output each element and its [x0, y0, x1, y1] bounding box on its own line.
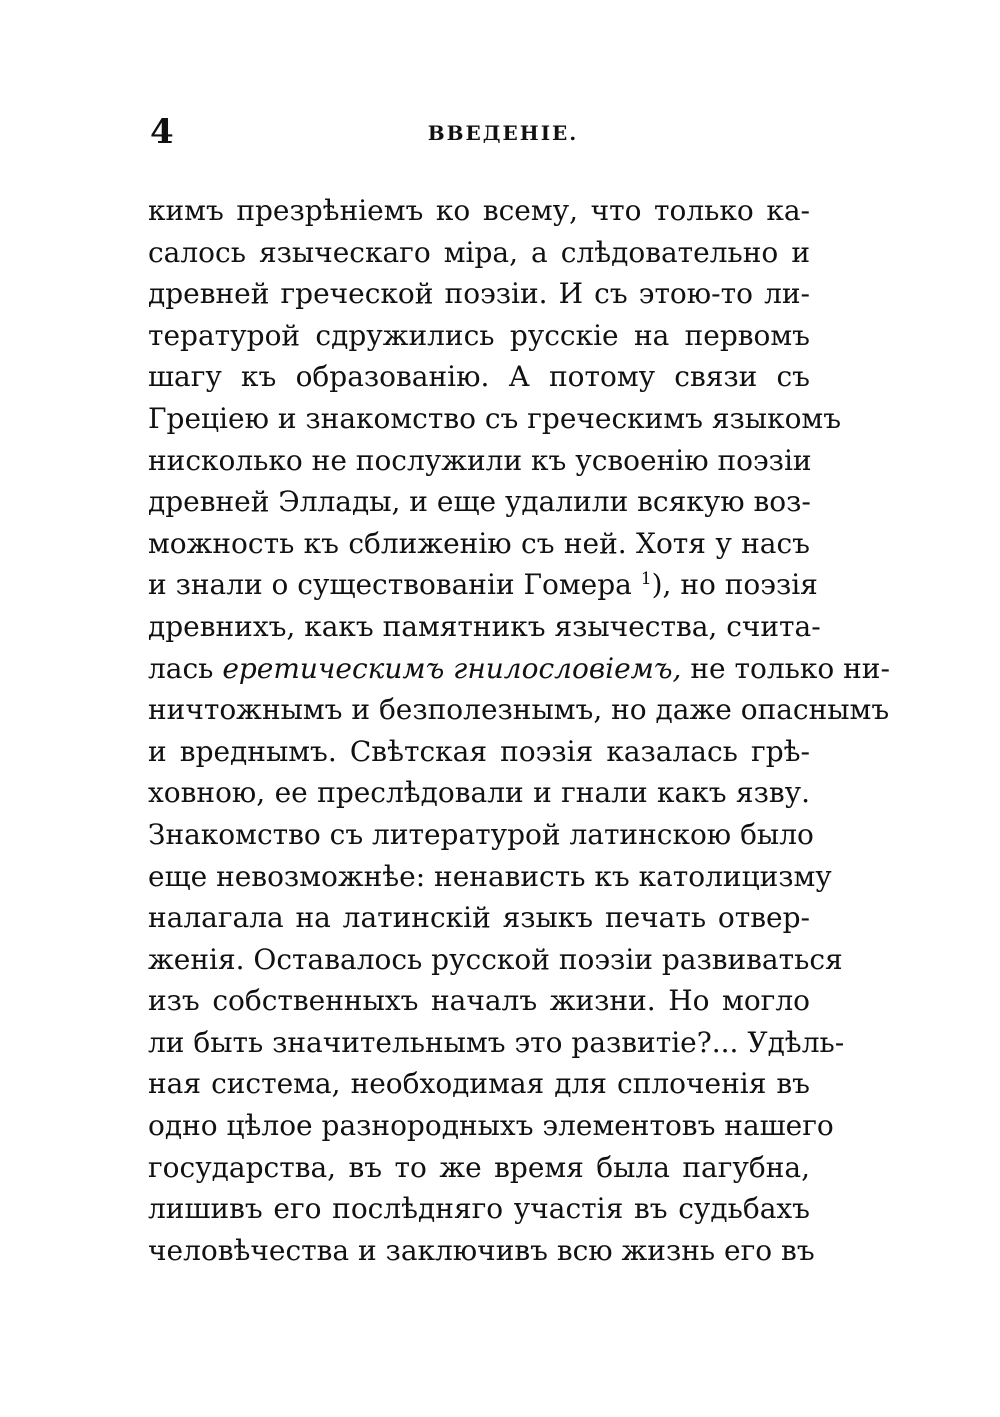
text-line: шагу къ образованію. А потому связи съ — [148, 360, 810, 394]
text-fragment: ), но поэзія — [651, 568, 818, 602]
text-line: лишивъ его послѣдняго участія въ судьбахъ — [148, 1192, 810, 1226]
text-line-with-footnote — [148, 564, 818, 606]
text-line: налагала на латинскій языкъ печать отвер- — [148, 901, 810, 935]
text-line: ли быть значительнымъ это развитіе?... Удѣль- — [148, 1025, 845, 1059]
text-line: ная система, необходимая для сплоченія въ — [148, 1067, 810, 1101]
text-line: тературой сдружились русскіе на первомъ — [148, 318, 810, 352]
text-line: нисколько не послужили къ усвоенію поэзіи — [148, 443, 812, 477]
text-line: и вреднымъ. Свѣтская поэзія казалась грѣ- — [148, 734, 810, 768]
text-fragment: лась — [148, 651, 214, 685]
text-line: еще невозможнѣе: ненависть къ католицизму — [148, 859, 832, 893]
text-line-with-italic — [148, 648, 890, 690]
text-line: кимъ презрѣніемъ ко всему, что только ка- — [148, 194, 810, 227]
text-line: древней Эллады, и еще удалили всякую воз- — [148, 485, 811, 519]
text-line: Грецiею и знакомство съ греческимъ языкомъ — [148, 401, 842, 435]
text-line: древнихъ, какъ памятникъ язычества, счита- — [148, 609, 821, 643]
text-line: можность къ сближенію съ ней. Хотя у насъ — [148, 526, 810, 560]
page-number: 4 — [150, 112, 174, 152]
footnote-ref[interactable]: 1 — [640, 569, 652, 590]
text-line: изъ собственныхъ началъ жизни. Но могло — [148, 984, 810, 1018]
page-header — [148, 112, 808, 152]
text-line: салось языческаго міра, а слѣдовательно и — [148, 235, 810, 269]
text-line: одно цѣлое разнородныхъ элементовъ нашего — [148, 1109, 834, 1143]
text-line: ничтожнымъ и безполезнымъ, но даже опаснымъ — [148, 693, 890, 727]
text-line: женія. Оставалось русской поэзіи развиваться — [148, 942, 843, 976]
text-fragment: не только ни- — [690, 651, 890, 685]
text-line: древней греческой поэзіи. И съ этою-то ли- — [148, 277, 810, 311]
text-line: Знакомство съ литературой латинскою было — [148, 817, 814, 851]
text-line: человѣчества и заключивъ всю жизнь его въ — [148, 1233, 815, 1267]
text-line: ховною, ее преслѣдовали и гнали какъ язву. — [148, 776, 810, 810]
text-line: государства, въ то же время была пагубна, — [148, 1150, 810, 1184]
body-text — [148, 190, 890, 1271]
italic-phrase: еретическимъ гнилословіемъ, — [222, 651, 682, 685]
text-fragment: и знали о существованіи Гомера — [148, 568, 632, 602]
running-title: ВВЕДЕНІЕ. — [427, 121, 579, 145]
